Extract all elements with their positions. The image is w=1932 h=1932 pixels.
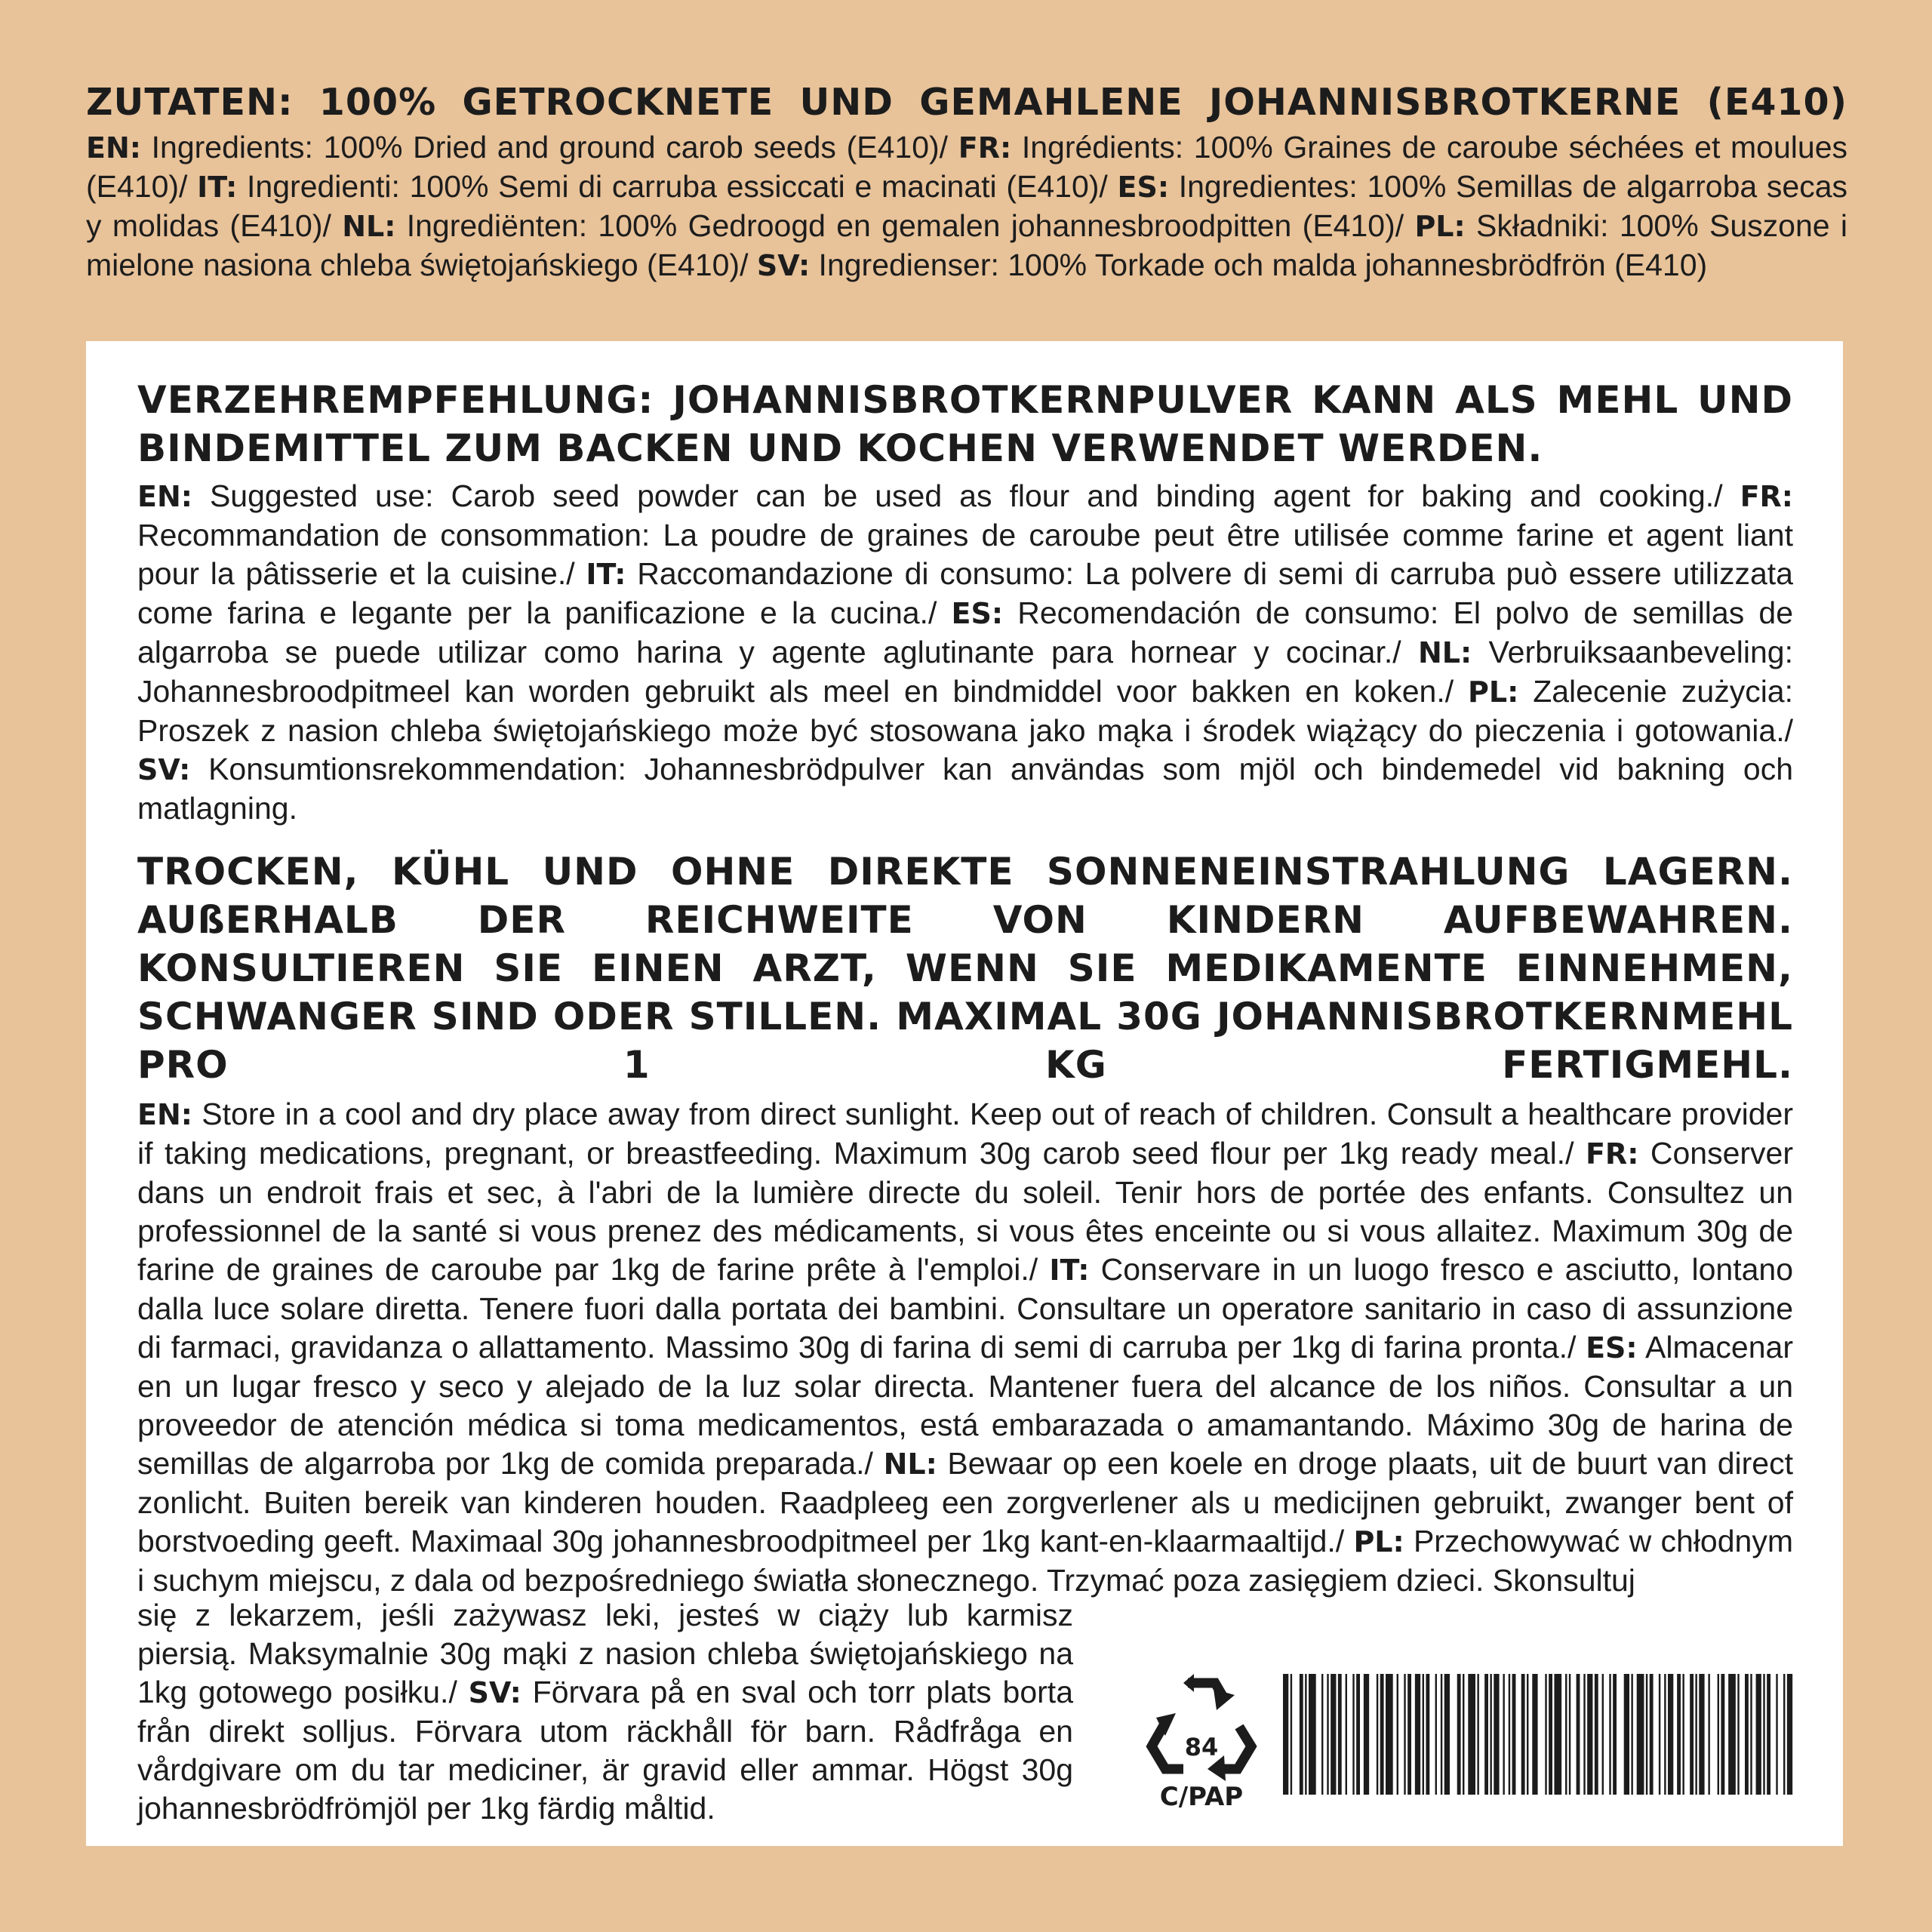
barcode-bar <box>1380 1674 1384 1795</box>
translation-text: Składniki: 100% Suszone i mielone nasiona chleba świętojańskiego (E410)/ <box>86 208 1847 282</box>
barcode-bar <box>1477 1674 1478 1795</box>
translation-text: Recommandation de consommation: La poudre de graines de caroube peut être utilisée comme farine et agent liant pour la pâtisserie et la cuisine./ <box>137 518 1793 591</box>
panel-content <box>137 376 1793 1600</box>
barcode-bar <box>1300 1674 1303 1795</box>
barcode-bar <box>1291 1674 1292 1795</box>
translation-text: Ingredients: 100% Dried and ground carob seeds (E410)/ <box>140 130 958 165</box>
translation-text: Verbruiksaanbeveling: Johannesbroodpitmeel kan worden gebruikt als meel en bindmiddel voor bakken en koken./ <box>137 635 1793 709</box>
lang-code: PL: <box>1414 210 1466 243</box>
barcode-bar <box>1352 1674 1354 1795</box>
translation-text: Ingredienser: 100% Torkade och malda johannesbrödfrön (E410) <box>810 248 1708 282</box>
barcode-bar <box>1718 1674 1719 1795</box>
barcode-bar <box>1305 1674 1306 1795</box>
lang-code: FR: <box>958 131 1012 165</box>
translation-text: Conserver dans un endroit frais et sec, à l'abri de la lumière directe du soleil. Tenir hors de portée des enfants. Consultez un professionnel de la santé si vous prenez des médicaments, si vous êtes enceinte ou si vous allaitez. Maximum 30g de farine de graines de caroube par 1kg de farine prête à l'emploi./ <box>137 1136 1794 1287</box>
recycle-svg <box>1141 1668 1262 1811</box>
barcode-bar <box>1587 1674 1592 1795</box>
barcode-bar <box>1503 1674 1504 1795</box>
lang-code: IT: <box>197 171 238 204</box>
ingredients-translations <box>86 128 1847 285</box>
translation-text: Förvara på en sval och torr plats borta från direkt solljus. Förvara utom räckhåll för barn. Rådfråga en vårdgivare om du tar mediciner, är gravid eller ammar. Högst 30g johannesbrödfrömjöl per 1kg färdig måltid. <box>137 1675 1074 1826</box>
barcode-bar <box>1356 1674 1360 1795</box>
lang-code: FR: <box>1740 480 1793 513</box>
barcode-bar <box>1783 1674 1785 1795</box>
storage-heading: TROCKEN, KÜHL UND OHNE DIREKTE SONNENEINSTRAHLUNG LAGERN. AUßERHALB DER REICHWEITE VON KINDERN AUFBEWAHREN. KONSULTIEREN SIE EINEN ARZT, WENN SIE MEDIKAMENTE EINNEHMEN, SCHWANGER SIND ODER STILLEN. MAXIMAL 30G JOHANNISBROTKERNMEHL PRO 1 KG FERTIGMEHL. <box>137 850 1793 1087</box>
barcode-bar <box>1463 1674 1464 1795</box>
barcode-bar <box>1490 1674 1491 1795</box>
translation-text: Konsumtionsrekommendation: Johannesbrödpulver kan användas som mjöl och bindemedel vid bakning och matlagning. <box>137 752 1793 826</box>
translation-text: Ingredienti: 100% Semi di carruba essiccati e macinati (E410)/ <box>237 169 1118 204</box>
recycle-number: 84 <box>1184 1733 1219 1761</box>
barcode-bar <box>1690 1674 1694 1795</box>
translation-text: Store in a cool and dry place away from direct sunlight. Keep out of reach of children. Consult a healthcare provider if taking medications, pregnant, or breastfeeding. Maximum 30g carob seed flour per 1kg ready meal./ <box>137 1097 1793 1171</box>
barcode-bar <box>1415 1674 1420 1795</box>
barcode-bar <box>1750 1674 1752 1795</box>
barcode-bar <box>1721 1674 1724 1795</box>
barcode-bar <box>1457 1674 1461 1795</box>
translation-text: Ingredientes: 100% Semillas de algarroba secas y molidas (E410)/ <box>86 169 1848 243</box>
barcode-bar <box>1577 1674 1580 1795</box>
lang-code: SV: <box>137 753 191 786</box>
ingredients-section <box>86 77 1847 285</box>
barcode-bar <box>1624 1674 1629 1795</box>
barcode-bar <box>1549 1674 1552 1795</box>
barcode-bar <box>1521 1674 1525 1795</box>
barcode-bar <box>1338 1674 1342 1795</box>
barcode-bar <box>1331 1674 1336 1795</box>
barcode-bar <box>1377 1674 1378 1795</box>
translation-text: Ingrediënten: 100% Gedroogd en gemalen johannesbroodpitten (E410)/ <box>395 208 1415 243</box>
lang-code: NL: <box>1417 636 1472 669</box>
lang-code: EN: <box>86 131 141 165</box>
barcode-bar <box>1595 1674 1598 1795</box>
lang-code: ES: <box>1117 171 1170 204</box>
barcode-bar <box>1583 1674 1585 1795</box>
lang-code: NL: <box>883 1447 937 1481</box>
barcode-bar <box>1509 1674 1510 1795</box>
storage-translations <box>137 1095 1793 1600</box>
barcode-bar <box>1609 1674 1611 1795</box>
translation-text: Przechowywać w chłodnym i suchym miejscu, z dala od bezpośredniego światła słonecznego. Trzymać poza zasięgiem dzieci. Skonsultuj <box>137 1524 1793 1598</box>
barcode-bar <box>1423 1674 1424 1795</box>
lang-code: SV: <box>468 1676 521 1709</box>
barcode-bar <box>1346 1674 1347 1795</box>
barcode-bar <box>1283 1674 1288 1795</box>
barcode-bar <box>1327 1674 1328 1795</box>
lang-code: SV: <box>756 249 811 282</box>
translation-text: Recomendación de consumo: El polvo de semillas de algarroba se puede utilizar como harina y agente aglutinante para hornear y cocinar./ <box>137 595 1794 669</box>
usage-translations <box>137 477 1793 828</box>
barcode-bar <box>1468 1674 1475 1795</box>
barcode-bar <box>1532 1674 1537 1795</box>
barcode-bar <box>1728 1674 1736 1795</box>
lang-code: EN: <box>137 1098 192 1131</box>
barcode-bar <box>1397 1674 1398 1795</box>
barcode-bar <box>1708 1674 1709 1795</box>
translation-text: Bewaar op een koele en droge plaats, uit de buurt van direct zonlicht. Buiten bereik van kinderen houden. Raadpleeg een zorgverlener als u medicijnen gebruikt, zwanger bent of borstvoeding geeft. Maximaal 30g johannesbroodpitmeel per 1kg kant-en-klaarmaaltijd./ <box>137 1446 1793 1558</box>
translation-text: Zalecenie zużycia: Proszek z nasion chleba świętojańskiego może być stosowana jako mąka i środek wiążący do pieczenia i gotowania./ <box>137 674 1793 748</box>
lang-code: ES: <box>951 597 1004 630</box>
barcode-bar <box>1737 1674 1739 1795</box>
barcode-bar <box>1659 1674 1660 1795</box>
barcode-bar <box>1602 1674 1604 1795</box>
barcode-bar <box>1404 1674 1405 1795</box>
barcode-bar <box>1441 1674 1442 1795</box>
lang-code: PL: <box>1468 675 1519 709</box>
lang-code: EN: <box>137 480 192 513</box>
barcode-svg <box>1283 1674 1796 1795</box>
barcode-bar <box>1745 1674 1749 1795</box>
barcode-bar <box>1767 1674 1770 1795</box>
barcode-bar <box>1756 1674 1761 1795</box>
barcode-bar <box>1613 1674 1617 1795</box>
barcode-bar <box>1407 1674 1411 1795</box>
barcode-bar <box>1668 1674 1673 1795</box>
barcode-bar <box>1321 1674 1323 1795</box>
ingredients-heading: ZUTATEN: 100% GETROCKNETE UND GEMAHLENE JOHANNISBROTKERNE (E410) <box>86 81 1847 124</box>
translation-text: Conservare in un luogo fresco e asciutto, lontano dalla luce solare diretta. Tenere fuori dalla portata dei bambini. Consultare un operatore sanitario in caso di assunzione di farmaci, gravidanza o allattamento. Massimo 30g di farina di semi di carruba per 1kg di farina pronta./ <box>137 1252 1793 1364</box>
barcode-bar <box>1554 1674 1561 1795</box>
barcode-bar <box>1699 1674 1704 1795</box>
lang-code: FR: <box>1585 1137 1639 1171</box>
barcode-bar <box>1763 1674 1764 1795</box>
barcode-bar <box>1435 1674 1437 1795</box>
lang-code: IT: <box>586 558 626 591</box>
barcode-bar <box>1646 1674 1647 1795</box>
translation-text: Suggested use: Carob seed powder can be used as flour and binding agent for baking and cooking./ <box>192 478 1740 513</box>
barcode-bar <box>1776 1674 1777 1795</box>
storage-continuation <box>137 1596 1073 1828</box>
barcode-bar <box>1682 1674 1684 1795</box>
recycle-triangle-icon <box>1141 1668 1262 1811</box>
barcode-bar <box>1664 1674 1666 1795</box>
barcode-bar <box>1787 1674 1792 1795</box>
barcode-bar <box>1309 1674 1316 1795</box>
barcode-bar <box>1637 1674 1644 1795</box>
translation-text: Ingrédients: 100% Graines de caroube séchées et moulues (E410)/ <box>86 130 1847 204</box>
lang-code: IT: <box>1049 1254 1090 1287</box>
barcode-bar <box>1545 1674 1546 1795</box>
barcode-icon <box>1283 1674 1796 1795</box>
barcode-bar <box>1565 1674 1567 1795</box>
barcode-bar <box>1677 1674 1681 1795</box>
lang-code: NL: <box>342 210 396 243</box>
barcode-bar <box>1484 1674 1488 1795</box>
barcode-bar <box>1695 1674 1697 1795</box>
barcode-bar <box>1631 1674 1632 1795</box>
translation-text: się z lekarzem, jeśli zażywasz leki, jesteś w ciąży lub karmisz piersią. Maksymalnie 30g mąki z nasion chleba świętojańskiego na 1kg gotowego posiłku./ <box>137 1598 1073 1709</box>
recycle-code: C/PAP <box>1159 1782 1244 1811</box>
barcode-bar <box>1426 1674 1429 1795</box>
barcode-bar <box>1650 1674 1654 1795</box>
translation-text: Almacenar en un lugar fresco y seco y alejado de la luz solar directa. Mantener fuera del alcance de los niños. Consultar a un proveedor de atención médica si toma medicamentos, está embarazada o amamantando. Máximo 30g de harina de semillas de algarroba por 1kg de comida preparada./ <box>137 1330 1793 1481</box>
lang-code: ES: <box>1586 1331 1638 1364</box>
barcode-bar <box>1527 1674 1528 1795</box>
lang-code: PL: <box>1353 1525 1404 1558</box>
usage-heading: VERZEHREMPFEHLUNG: JOHANNISBROTKERNPULVER KANN ALS MEHL UND BINDEMITTEL ZUM BACKEN UND KOCHEN VERWENDET WERDEN. <box>137 378 1793 470</box>
barcode-bar <box>1444 1674 1450 1795</box>
barcode-bar <box>1569 1674 1571 1795</box>
barcode-bar <box>1494 1674 1499 1795</box>
translation-text: Raccomandazione di consumo: La polvere di semi di carruba può essere utilizzata come farina e legante per la panificazione e la cucina./ <box>137 556 1793 630</box>
barcode-bar <box>1386 1674 1393 1795</box>
barcode-bar <box>1512 1674 1516 1795</box>
barcode-bar <box>1364 1674 1369 1795</box>
